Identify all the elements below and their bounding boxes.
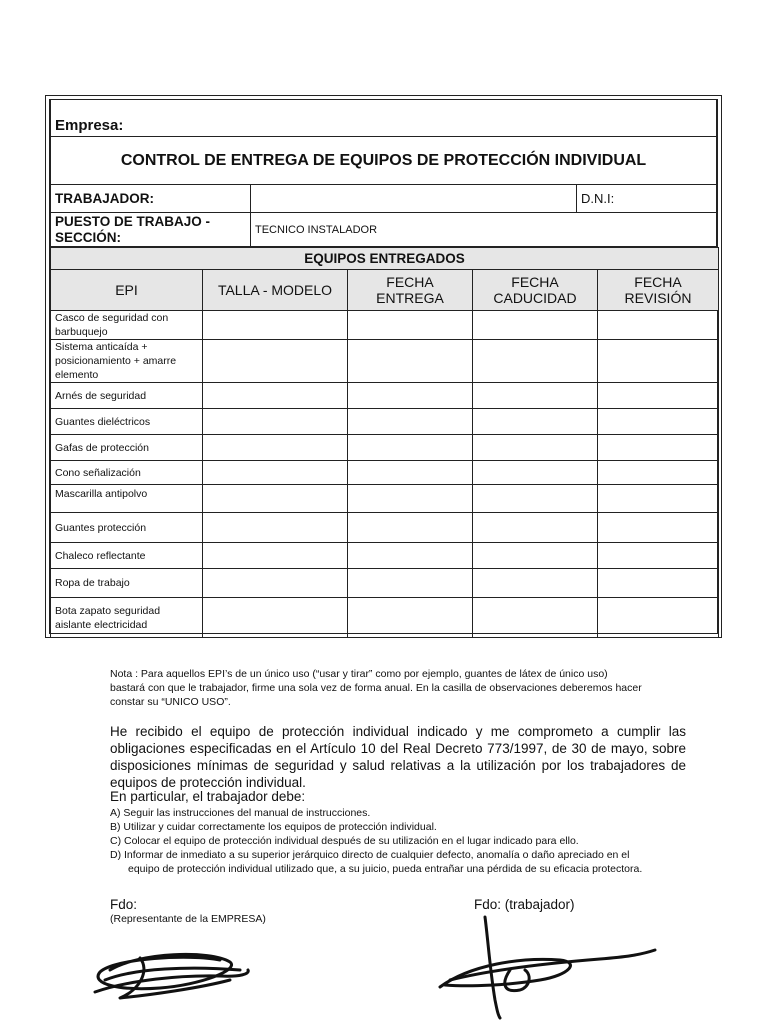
company-signature-image (80, 940, 270, 1010)
epi-name: Cono señalización (51, 461, 203, 485)
column-header-talla: TALLA - MODELO (203, 270, 348, 311)
revision-cell[interactable] (598, 409, 719, 435)
entrega-cell[interactable] (348, 598, 473, 638)
dni-label: D.N.I: (577, 185, 717, 213)
obligation-item: equipo de protección individual utilizado que, a su juicio, pueda entrañar una pérdida de su eficacia protectora. (128, 863, 643, 875)
revision-cell[interactable] (598, 543, 719, 569)
entrega-cell[interactable] (348, 340, 473, 383)
obligations-title: En particular, el trabajador debe: (110, 789, 306, 804)
epi-table (50, 247, 719, 638)
entrega-cell[interactable] (348, 569, 473, 598)
entrega-cell[interactable] (348, 485, 473, 513)
talla-cell[interactable] (203, 485, 348, 513)
header-table (50, 100, 717, 247)
entrega-cell[interactable] (348, 543, 473, 569)
talla-cell[interactable] (203, 311, 348, 340)
column-header-entrega: FECHA ENTREGA (348, 270, 473, 311)
table-row (51, 383, 719, 409)
talla-cell[interactable] (203, 435, 348, 461)
obligation-item: C) Colocar el equipo de protección individual después de su utilización en el lugar indicado para ello. (110, 835, 579, 847)
entrega-cell[interactable] (348, 461, 473, 485)
obligations-list (110, 806, 700, 876)
epi-name: Sistema anticaída + posicionamiento + amarre elemento (51, 340, 203, 383)
trabajador-field[interactable] (251, 185, 577, 213)
entrega-cell[interactable] (348, 513, 473, 543)
entrega-cell[interactable] (348, 311, 473, 340)
caducidad-cell[interactable] (473, 485, 598, 513)
epi-name: Arnés de seguridad (51, 383, 203, 409)
note-line: Nota : Para aquellos EPI’s de un único uso (“usar y tirar” como por ejemplo, guantes de látex de único uso) (110, 668, 608, 680)
table-row (51, 569, 719, 598)
epi-name: Casco de seguridad con barbuquejo (51, 311, 203, 340)
table-row (51, 311, 719, 340)
table-row (51, 409, 719, 435)
talla-cell[interactable] (203, 340, 348, 383)
column-header-epi: EPI (51, 270, 203, 311)
declaration-text: He recibido el equipo de protección individual indicado y me comprometo a cumplir las obligaciones especificadas en el Artículo 10 del Real Decreto 773/1997, de 30 de mayo, sobre disposiciones mínimas de seguridad y salud relativas a la utilización por los trabajadores de equipos de protección individual. (110, 724, 686, 790)
caducidad-cell[interactable] (473, 311, 598, 340)
caducidad-cell[interactable] (473, 569, 598, 598)
form-title: CONTROL DE ENTREGA DE EQUIPOS DE PROTECCIÓN INDIVIDUAL (51, 137, 717, 185)
entrega-cell[interactable] (348, 383, 473, 409)
epi-name: Mascarilla antipolvo (51, 485, 203, 513)
revision-cell[interactable] (598, 569, 719, 598)
revision-cell[interactable] (598, 461, 719, 485)
talla-cell[interactable] (203, 569, 348, 598)
revision-cell[interactable] (598, 513, 719, 543)
epi-name: Guantes protección (51, 513, 203, 543)
revision-cell[interactable] (598, 435, 719, 461)
revision-cell[interactable] (598, 340, 719, 383)
table-row (51, 461, 719, 485)
talla-cell[interactable] (203, 598, 348, 638)
table-row (51, 513, 719, 543)
table-row (51, 435, 719, 461)
talla-cell[interactable] (203, 409, 348, 435)
epi-name: Ropa de trabajo (51, 569, 203, 598)
empresa-label: Empresa: (51, 100, 717, 137)
revision-cell[interactable] (598, 598, 719, 638)
note-line: constar su “UNICO USO”. (110, 696, 231, 708)
table-row (51, 598, 719, 638)
epi-name: Bota zapato seguridad aislante electricidad (51, 598, 203, 638)
company-signature-sub: (Representante de la EMPRESA) (110, 913, 266, 925)
caducidad-cell[interactable] (473, 513, 598, 543)
trabajador-label: TRABAJADOR: (51, 185, 251, 213)
company-signature-label: Fdo: (110, 897, 138, 912)
caducidad-cell[interactable] (473, 598, 598, 638)
epi-name: Chaleco reflectante (51, 543, 203, 569)
talla-cell[interactable] (203, 461, 348, 485)
obligation-item: A) Seguir las instrucciones del manual de instrucciones. (110, 807, 371, 819)
caducidad-cell[interactable] (473, 543, 598, 569)
epi-name: Guantes dieléctricos (51, 409, 203, 435)
column-header-caducidad: FECHA CADUCIDAD (473, 270, 598, 311)
worker-signature-image (430, 915, 670, 1020)
caducidad-cell[interactable] (473, 383, 598, 409)
revision-cell[interactable] (598, 383, 719, 409)
caducidad-cell[interactable] (473, 340, 598, 383)
revision-cell[interactable] (598, 485, 719, 513)
table-row (51, 340, 719, 383)
caducidad-cell[interactable] (473, 409, 598, 435)
note-text (110, 667, 670, 709)
puesto-label: PUESTO DE TRABAJO - SECCIÓN: (51, 213, 251, 247)
table-row (51, 485, 719, 513)
talla-cell[interactable] (203, 543, 348, 569)
caducidad-cell[interactable] (473, 461, 598, 485)
section-title: EQUIPOS ENTREGADOS (51, 248, 719, 270)
puesto-value[interactable]: TECNICO INSTALADOR (251, 213, 717, 247)
column-header-revision: FECHA REVISIÓN (598, 270, 719, 311)
form-frame (45, 95, 722, 638)
talla-cell[interactable] (203, 513, 348, 543)
note-line: bastará con que le trabajador, firme una sola vez de forma anual. En la casilla de observaciones deberemos hacer (110, 682, 642, 694)
obligation-item: D) Informar de inmediato a su superior jerárquico directo de cualquier defecto, anomalía o daño apreciado en el (110, 849, 630, 861)
worker-signature-label: Fdo: (trabajador) (474, 897, 575, 912)
entrega-cell[interactable] (348, 409, 473, 435)
entrega-cell[interactable] (348, 435, 473, 461)
caducidad-cell[interactable] (473, 435, 598, 461)
epi-name: Gafas de protección (51, 435, 203, 461)
revision-cell[interactable] (598, 311, 719, 340)
table-row (51, 543, 719, 569)
obligation-item: B) Utilizar y cuidar correctamente los equipos de protección individual. (110, 821, 437, 833)
talla-cell[interactable] (203, 383, 348, 409)
